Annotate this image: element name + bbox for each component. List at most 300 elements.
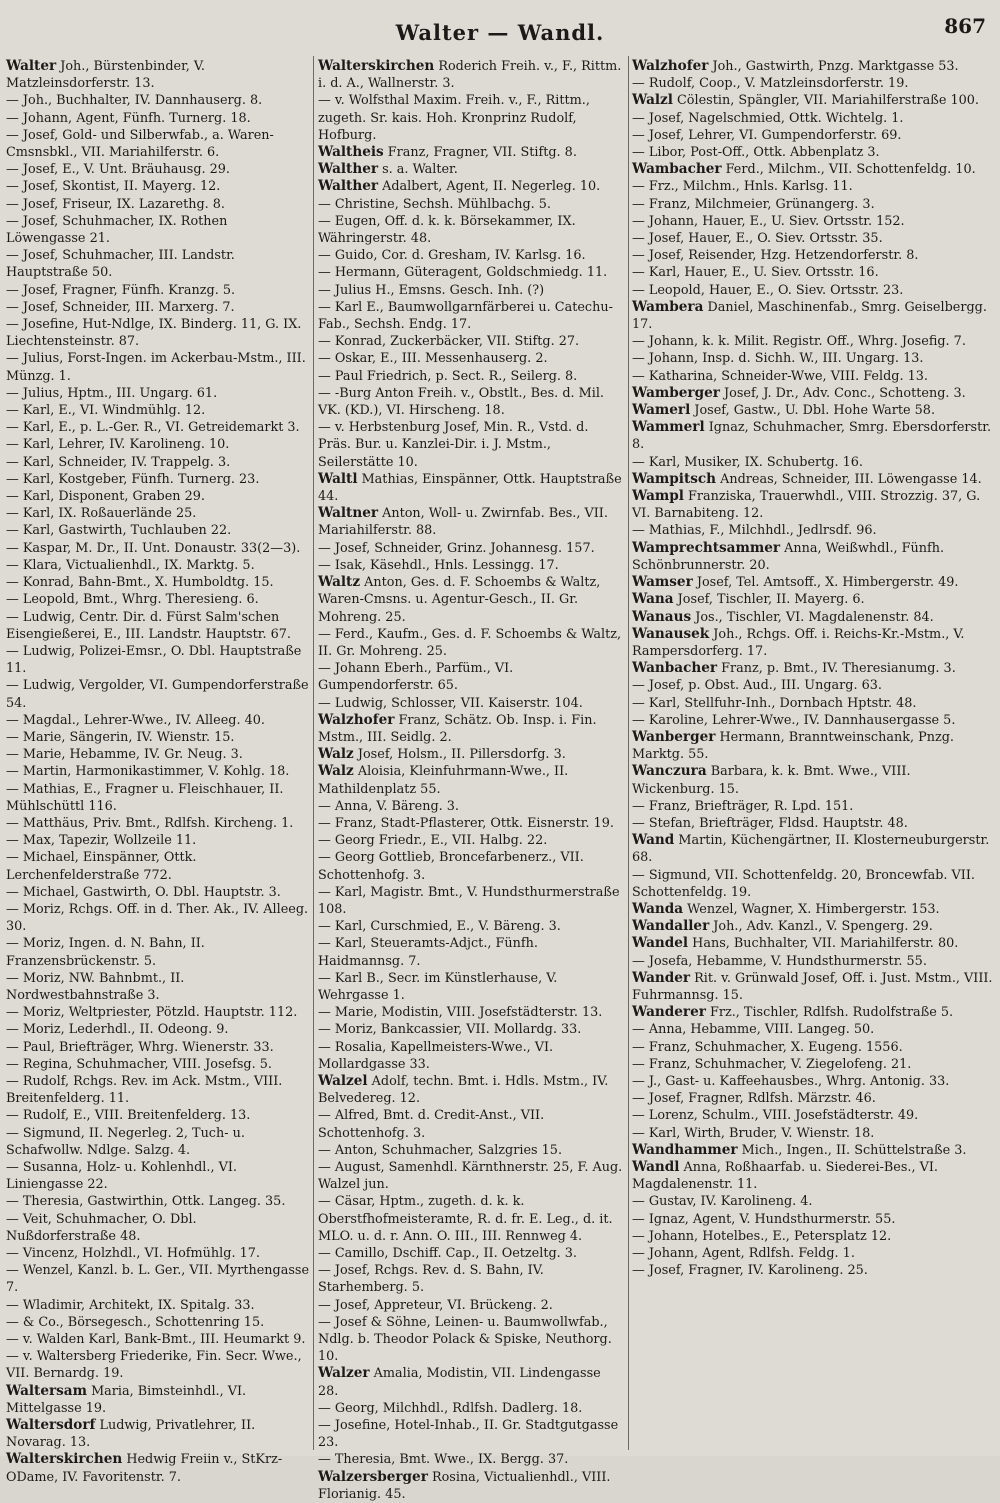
entry-text: — Johann, Hauer, E., U. Siev. Ortsstr. 152. [632, 213, 905, 229]
entry-text: — August, Samenhdl. Kärnthnerstr. 25, F. Aug. Walzel jun. [318, 1160, 623, 1193]
entry-text: Franz, p. Bmt., IV. Theresianumg. 3. [717, 661, 956, 677]
entry-headword: Wampl [632, 488, 684, 505]
entry-text: — Martin, Harmonikastimmer, V. Kohlg. 18. [6, 764, 290, 780]
directory-entry [6, 1245, 310, 1262]
directory-entry [6, 1451, 310, 1485]
entry-headword: Wanaus [632, 608, 692, 625]
directory-entry [632, 867, 994, 901]
entry-text: — Josef, Reisender, Hzg. Hetzendorferstr. 8. [632, 248, 919, 264]
entry-text: — Rudolf, Rchgs. Rev. im Ack. Mstm., VIII. Breitenfelderg. 11. [6, 1073, 283, 1107]
directory-entry [632, 660, 994, 677]
column-divider [628, 56, 629, 1450]
directory-entry [318, 1400, 624, 1417]
entry-text: Anna, Weißwhdl., Fünfh. Schönbrunnerstr. 20. [632, 540, 945, 573]
entry-text: — Camillo, Dschiff. Cap., II. Oetzeltg. 3. [318, 1246, 577, 1262]
directory-entry [632, 264, 994, 281]
entry-text: — Georg, Milchhdl., Rdlfsh. Dadlerg. 18. [318, 1400, 583, 1416]
entry-text: — Julius, Hptm., III. Ungarg. 61. [6, 385, 218, 401]
entry-text: — Michael, Gastwirth, O. Dbl. Hauptstr. 3. [6, 884, 281, 900]
entry-text: Martin, Küchengärtner, II. Klosterneuburgerstr. 68. [632, 833, 990, 866]
directory-entry [6, 282, 310, 299]
entry-headword: Wambera [632, 298, 704, 315]
directory-entry [318, 213, 624, 247]
entry-text: Hermann, Branntweinschank, Pnzg. Marktg. 55. [632, 729, 954, 763]
directory-entry [632, 677, 994, 694]
entry-headword: Walz [318, 746, 354, 763]
directory-entry [6, 557, 310, 574]
entry-headword: Wander [632, 969, 691, 986]
entry-headword: Waltl [318, 470, 358, 487]
directory-entry [6, 419, 310, 436]
entry-text: — Josef, Hauer, E., O. Siev. Ortsstr. 35. [632, 231, 883, 247]
entry-text: — Karl, IX. Roßauerlände 25. [6, 506, 197, 522]
directory-entry [6, 1107, 310, 1124]
directory-entry [632, 1021, 994, 1038]
directory-entry [6, 609, 310, 643]
entry-headword: Waltner [318, 505, 379, 522]
entry-text: — Leopold, Hauer, E., O. Siev. Ortsstr. 23. [632, 282, 904, 298]
entry-text: Rit. v. Grünwald Josef, Off. i. Just. Mstm., VIII. Fuhrmannsg. 15. [632, 970, 993, 1003]
entry-text: — Christine, Sechsh. Mühlbachg. 5. [318, 196, 551, 212]
directory-entry [632, 1159, 994, 1193]
directory-entry [318, 92, 624, 144]
entry-text: Joh., Gastwirth, Pnzg. Marktgasse 53. [708, 59, 959, 74]
entry-text: — Josef, Schuhmacher, III. Landstr. Hauptstraße 50. [6, 248, 235, 281]
directory-entry [318, 299, 624, 333]
directory-entry [632, 574, 994, 591]
directory-entry [6, 196, 310, 213]
entry-headword: Wana [632, 591, 674, 608]
entry-text: — Karl, Disponent, Graben 29. [6, 489, 205, 505]
directory-entry [6, 712, 310, 729]
directory-entry [6, 746, 310, 763]
entry-text: — Josef, Fragner, Rdlfsh. Märzstr. 46. [632, 1091, 876, 1107]
entry-headword: Wandel [632, 935, 689, 952]
entry-text: — Franz, Stadt-Pflasterer, Ottk. Eisnerstr. 19. [318, 815, 614, 831]
entry-text: — Oskar, E., III. Messenhauserg. 2. [318, 351, 548, 367]
directory-entry [632, 1193, 994, 1210]
directory-entry [632, 1262, 994, 1279]
directory-entry [6, 161, 310, 178]
directory-entry [6, 1262, 310, 1296]
entry-headword: Walzhofer [632, 58, 709, 74]
directory-entry [6, 454, 310, 471]
entry-text: — Moriz, Bankcassier, VII. Mollardg. 33. [318, 1022, 582, 1038]
entry-text: — Magdal., Lehrer-Wwe., IV. Alleeg. 40. [6, 712, 265, 728]
entry-headword: Walzel [318, 1072, 368, 1089]
directory-entry [6, 1056, 310, 1073]
directory-entry [318, 471, 624, 505]
directory-entry [6, 1297, 310, 1314]
directory-entry [6, 574, 310, 591]
entry-text: Hans, Buchhalter, VII. Mariahilferstr. 80. [688, 936, 959, 952]
entry-text: — Josef, p. Obst. Aud., III. Ungarg. 63. [632, 678, 882, 694]
entry-text: — Josef, Appreteur, VI. Brückeng. 2. [318, 1297, 553, 1313]
directory-entry [318, 849, 624, 883]
entry-text: — Johann Eberh., Parfüm., VI. Gumpendorferstr. 65. [318, 661, 514, 694]
entry-text: Franz, Fragner, VII. Stiftg. 8. [383, 145, 577, 161]
directory-entry [632, 522, 994, 539]
entry-headword: Walterskirchen [6, 1451, 123, 1468]
directory-entry [318, 1365, 624, 1399]
page-number: 867 [944, 14, 986, 38]
entry-text: — Vincenz, Holzhdl., VI. Hofmühlg. 17. [6, 1246, 260, 1262]
directory-entry [632, 1004, 994, 1021]
entry-text: — Josef, Nagelschmied, Ottk. Wichtelg. 1. [632, 110, 904, 126]
directory-entry [6, 832, 310, 849]
entry-text: Ignaz, Schuhmacher, Smrg. Ebersdorferstr. 8. [632, 420, 992, 453]
entry-text: Wenzel, Wagner, X. Himbergerstr. 153. [683, 901, 940, 917]
entry-text: Ferd., Milchm., VII. Schottenfeldg. 10. [721, 162, 976, 178]
entry-text: — Klara, Victualienhdl., IX. Marktg. 5. [6, 557, 255, 573]
directory-entry [632, 935, 994, 952]
entry-text: Josef, Gastw., U. Dbl. Hohe Warte 58. [690, 403, 936, 419]
entry-text: — Johann, Agent, Fünfh. Turnerg. 18. [6, 110, 251, 126]
entry-text: Barbara, k. k. Bmt. Wwe., VIII. Wickenburg. 15. [632, 764, 911, 797]
entry-text: — Josef, Rchgs. Rev. d. S. Bahn, IV. Starhemberg. 5. [318, 1263, 544, 1296]
directory-entry [6, 316, 310, 350]
column-2 [318, 58, 624, 1502]
entry-text: — Ludwig, Schlosser, VII. Kaiserstr. 104. [318, 695, 583, 711]
entry-text: Anton, Woll- u. Zwirnfab. Bes., VII. Mariahilferstr. 88. [318, 506, 608, 539]
directory-entry [6, 781, 310, 815]
directory-entry [632, 763, 994, 797]
entry-headword: Walzer [318, 1365, 370, 1382]
entry-text: — Libor, Post-Off., Ottk. Abbenplatz 3. [632, 145, 880, 161]
column-3 [632, 58, 994, 1450]
entry-text: — Karl E., Baumwollgarnfärberei u. Catechu-Fab., Sechsh. Endg. 17. [318, 299, 613, 333]
entry-text: Ludwig, Privatlehrer, II. Novarag. 13. [6, 1418, 256, 1451]
directory-entry [6, 178, 310, 195]
directory-entry [318, 970, 624, 1004]
entry-text: — Rudolf, E., VIII. Breitenfelderg. 13. [6, 1108, 251, 1124]
directory-entry [632, 712, 994, 729]
entry-headword: Wand [632, 832, 675, 849]
directory-entry [6, 1073, 310, 1107]
entry-headword: Waltersam [6, 1382, 87, 1399]
entry-text: — Alfred, Bmt. d. Credit-Anst., VII. Schottenhofg. 3. [318, 1108, 545, 1141]
entry-text: — Sigmund, II. Negerleg. 2, Tuch- u. Schafwollw. Ndlge. Salzg. 4. [6, 1125, 245, 1158]
directory-entry [6, 729, 310, 746]
entry-text: Josef, J. Dr., Adv. Conc., Schotteng. 3. [719, 385, 966, 401]
entry-text: — Moriz, Lederhdl., II. Odeong. 9. [6, 1022, 229, 1038]
entry-text: — Gustav, IV. Karolineng. 4. [632, 1194, 813, 1210]
entry-text: Maria, Bimsteinhdl., VI. Mittelgasse 19. [6, 1383, 247, 1416]
directory-entry [318, 746, 624, 763]
entry-headword: Wanczura [632, 763, 707, 780]
directory-entry [318, 1314, 624, 1366]
directory-entry [6, 213, 310, 247]
directory-entry [632, 609, 994, 626]
directory-entry [318, 1262, 624, 1296]
directory-entry [6, 92, 310, 109]
entry-text: s. a. Walter. [378, 162, 458, 178]
entry-text: — Leopold, Bmt., Whrg. Theresieng. 6. [6, 592, 259, 608]
directory-entry [6, 1331, 310, 1348]
entry-text: — Josef & Söhne, Leinen- u. Baumwollwfab., Ndlg. b. Theodor Polack & Spiske, Neuthorg. 10. [318, 1314, 612, 1365]
directory-entry [632, 75, 994, 92]
entry-text: — Karl, E., VI. Windmühlg. 12. [6, 403, 206, 419]
entry-text: — Julius, Forst-Ingen. im Ackerbau-Mstm., III. Münzg. 1. [6, 351, 306, 384]
directory-entry [6, 1417, 310, 1451]
entry-text: — Julius H., Emsns. Gesch. Inh. (?) [318, 282, 545, 298]
entry-text: Adalbert, Agent, II. Negerleg. 10. [378, 179, 601, 195]
directory-entry [318, 798, 624, 815]
directory-entry [318, 626, 624, 660]
entry-text: — Ludwig, Vergolder, VI. Gumpendorferstraße 54. [6, 678, 309, 711]
directory-entry [6, 935, 310, 969]
entry-text: Joh., Adv. Kanzl., V. Spengerg. 29. [709, 919, 933, 935]
entry-headword: Wamprechtsammer [632, 539, 781, 556]
directory-entry [632, 247, 994, 264]
directory-entry [318, 1107, 624, 1141]
page-title: Walter — Wandl. [395, 20, 605, 45]
directory-entry [318, 144, 624, 161]
directory-entry [632, 798, 994, 815]
entry-headword: Waltersdorf [6, 1417, 96, 1434]
directory-entry [318, 660, 624, 694]
directory-entry [6, 849, 310, 883]
entry-text: — & Co., Börsegesch., Schottenring 15. [6, 1314, 265, 1330]
directory-entry [318, 557, 624, 574]
entry-headword: Wandhammer [632, 1141, 738, 1158]
entry-text: — Michael, Einspänner, Ottk. Lerchenfelderstraße 772. [6, 850, 197, 883]
entry-text: — Karl, E., p. L.-Ger. R., VI. Getreidemarkt 3. [6, 420, 300, 436]
directory-entry [318, 264, 624, 281]
directory-entry [6, 901, 310, 935]
entry-text: — Marie, Sängerin, IV. Wienstr. 15. [6, 729, 235, 745]
entry-text: — Josef, Fragner, IV. Karolineng. 25. [632, 1263, 868, 1279]
directory-entry [6, 1004, 310, 1021]
entry-text: — Johann, Hotelbes., E., Petersplatz 12. [632, 1228, 892, 1244]
directory-entry [632, 970, 994, 1004]
entry-headword: Wanbacher [632, 660, 718, 677]
directory-entry [632, 213, 994, 230]
directory-entry [632, 729, 994, 763]
directory-entry [632, 1073, 994, 1090]
directory-entry [6, 540, 310, 557]
directory-entry [318, 1039, 624, 1073]
directory-entry [318, 918, 624, 935]
directory-entry [318, 1159, 624, 1193]
directory-entry [318, 505, 624, 539]
directory-entry [6, 1021, 310, 1038]
entry-text: — Hermann, Güteragent, Goldschmiedg. 11. [318, 265, 608, 281]
entry-text: — Josef, Lehrer, VI. Gumpendorferstr. 69. [632, 127, 902, 143]
entry-text: — Ludwig, Centr. Dir. d. Fürst Salm'schen Eisengießerei, E., III. Landstr. Hauptstr. 67. [6, 609, 291, 642]
entry-text: — Josefine, Hut-Ndlge, IX. Binderg. 11, G. IX. Liechtensteinstr. 87. [6, 317, 302, 350]
directory-entry [632, 1125, 994, 1142]
directory-entry [318, 1451, 624, 1468]
directory-entry [6, 1348, 310, 1382]
entry-text: — Rudolf, Coop., V. Matzleinsdorferstr. 19. [632, 76, 909, 92]
entry-text: Cölestin, Spängler, VII. Mariahilferstraße 100. [672, 93, 979, 109]
entry-text: — Josefa, Hebamme, V. Hundsthurmerstr. 55. [632, 953, 927, 969]
entry-text: — Eugen, Off. d. k. k. Börsekammer, IX. Währingerstr. 48. [318, 213, 576, 247]
directory-entry [318, 350, 624, 367]
directory-entry [6, 471, 310, 488]
entry-text: — Moriz, Ingen. d. N. Bahn, II. Franzensbrückenstr. 5. [6, 936, 205, 969]
entry-headword: Walterskirchen [318, 58, 435, 74]
entry-text: Hedwig Freiin v., StKrz-ODame, IV. Favoritenstr. 7. [6, 1452, 283, 1485]
directory-entry [632, 1211, 994, 1228]
entry-text: — Anna, Hebamme, VIII. Langeg. 50. [632, 1022, 875, 1038]
entry-headword: Wanderer [632, 1004, 706, 1021]
directory-entry [6, 1159, 310, 1193]
directory-entry [632, 918, 994, 935]
entry-text: — Josef, Gold- und Silberwfab., a. Waren-Cmsnsbkl., VII. Mariahilferstr. 6. [6, 127, 274, 161]
directory-entry [632, 127, 994, 144]
entry-text: Franziska, Trauerwhdl., VIII. Strozzig. 37, G. VI. Barnabiteng. 12. [632, 489, 981, 522]
directory-entry [632, 1228, 994, 1245]
directory-entry [632, 1245, 994, 1262]
directory-entry [6, 402, 310, 419]
directory-entry [318, 385, 624, 419]
column-1 [6, 58, 310, 1485]
directory-entry [632, 385, 994, 402]
directory-entry [6, 299, 310, 316]
entry-text: — Veit, Schuhmacher, O. Dbl. Nußdorferstraße 48. [6, 1211, 197, 1244]
directory-entry [632, 695, 994, 712]
directory-entry [632, 92, 994, 109]
directory-entry [6, 522, 310, 539]
directory-entry [632, 901, 994, 918]
directory-entry [318, 419, 624, 471]
entry-text: — Josef, Schuhmacher, IX. Rothen Löwengasse 21. [6, 213, 228, 247]
entry-text: — Wenzel, Kanzl. b. L. Ger., VII. Myrthengasse 7. [6, 1263, 310, 1296]
entry-text: — Moriz, Weltpriester, Pötzld. Hauptstr. 112. [6, 1005, 298, 1021]
entry-text: — Ludwig, Polizei-Emsr., O. Dbl. Hauptstraße 11. [6, 643, 302, 677]
directory-entry [318, 884, 624, 918]
entry-text: — Johann, k. k. Milit. Registr. Off., Whrg. Josefig. 7. [632, 334, 966, 350]
directory-entry [632, 488, 994, 522]
directory-entry [632, 626, 994, 660]
directory-entry [632, 591, 994, 608]
entry-text: — Anton, Schuhmacher, Salzgries 15. [318, 1142, 563, 1158]
directory-entry [6, 505, 310, 522]
directory-entry [6, 643, 310, 677]
entry-text: — Karl, Lehrer, IV. Karolineng. 10. [6, 437, 230, 453]
entry-text: — Lorenz, Schulm., VIII. Josefstädterstr. 49. [632, 1108, 919, 1124]
entry-text: — Karl, Stellfuhr-Inh., Dornbach Hptstr. 48. [632, 695, 917, 711]
entry-text: — Regina, Schuhmacher, VIII. Josefsg. 5. [6, 1056, 272, 1072]
directory-entry [6, 1211, 310, 1245]
directory-entry [318, 1417, 624, 1451]
entry-text: Franz, Schätz. Ob. Insp. i. Fin. Mstm., III. Seidlg. 2. [318, 712, 597, 745]
directory-entry [632, 953, 994, 970]
entry-headword: Wambacher [632, 161, 722, 178]
entry-text: — Konrad, Zuckerbäcker, VII. Stiftg. 27. [318, 334, 580, 350]
entry-text: — Max, Tapezir, Wollzeile 11. [6, 833, 197, 849]
entry-text: — Franz, Briefträger, R. Lpd. 151. [632, 798, 854, 814]
directory-entry [6, 591, 310, 608]
directory-entry [318, 1142, 624, 1159]
column-divider [313, 56, 314, 1450]
entry-headword: Walz [318, 763, 354, 780]
entry-headword: Walzhofer [318, 711, 395, 728]
directory-entry [318, 282, 624, 299]
entry-headword: Wampitsch [632, 470, 717, 487]
entry-text: — Karl, Hauer, E., U. Siev. Ortsstr. 16. [632, 265, 879, 281]
entry-text: — Moriz, NW. Bahnbmt., II. Nordwestbahnstraße 3. [6, 970, 185, 1003]
entry-headword: Walther [318, 178, 379, 195]
directory-entry [318, 935, 624, 969]
entry-text: — Franz, Schuhmacher, V. Ziegelofeng. 21. [632, 1056, 912, 1072]
entry-text: — v. Herbstenburg Josef, Min. R., Vstd. d. Präs. Bur. u. Kanzlei-Dir. i. J. Mstm., Seilerstätte 10. [318, 420, 589, 470]
directory-entry [632, 299, 994, 333]
entry-text: — Josef, E., V. Unt. Bräuhausg. 29. [6, 162, 230, 178]
entry-text: Amalia, Modistin, VII. Lindengasse 28. [318, 1366, 601, 1399]
directory-entry [6, 884, 310, 901]
directory-entry [6, 970, 310, 1004]
entry-text: Joh., Bürstenbinder, V. Matzleinsdorferstr. 13. [6, 59, 206, 92]
directory-entry [318, 1004, 624, 1021]
entry-text: — Frz., Milchm., Hnls. Karlsg. 11. [632, 179, 853, 195]
entry-text: — Josef, Skontist, II. Mayerg. 12. [6, 179, 221, 195]
entry-text: Daniel, Maschinenfab., Smrg. Geiselbergg. 17. [632, 299, 987, 333]
entry-text: — Sigmund, VII. Schottenfeldg. 20, Broncewfab. VII. Schottenfeldg. 19. [632, 867, 975, 900]
directory-entry [632, 454, 994, 471]
directory-entry [318, 695, 624, 712]
directory-entry [318, 1193, 624, 1245]
directory-entry [632, 832, 994, 866]
directory-entry [318, 1245, 624, 1262]
entry-text: — Josefine, Hotel-Inhab., II. Gr. Stadtgutgasse 23. [318, 1418, 619, 1451]
entry-text: — Wladimir, Architekt, IX. Spitalg. 33. [6, 1297, 255, 1313]
entry-text: Andreas, Schneider, III. Löwengasse 14. [716, 471, 982, 487]
page-header [0, 14, 1000, 52]
entry-text: — v. Wolfsthal Maxim. Freih. v., F., Rittm., zugeth. Sr. kais. Hoh. Kronprinz Rudolf, Hofburg. [318, 93, 590, 143]
directory-entry [318, 763, 624, 797]
directory-entry [632, 1090, 994, 1107]
entry-text: Aloisia, Kleinfuhrmann-Wwe., II. Mathildenplatz 55. [318, 764, 569, 797]
directory-entry [6, 385, 310, 402]
entry-headword: Waltheis [318, 144, 384, 161]
entry-text: — Franz, Milchmeier, Grünangerg. 3. [632, 196, 875, 212]
entry-headword: Waltz [318, 574, 361, 591]
directory-entry [632, 402, 994, 419]
entry-headword: Walzersberger [318, 1468, 428, 1485]
directory-entry [6, 127, 310, 161]
entry-text: — Johann, Insp. d. Sichh. W., III. Ungarg. 13. [632, 351, 924, 367]
entry-text: — Konrad, Bahn-Bmt., X. Humboldtg. 15. [6, 575, 274, 591]
entry-text: — Theresia, Bmt. Wwe., IX. Bergg. 37. [318, 1452, 569, 1468]
entry-text: — v. Walden Karl, Bank-Bmt., III. Heumarkt 9. [6, 1332, 306, 1348]
directory-entry [318, 1469, 624, 1503]
directory-entry [632, 333, 994, 350]
directory-entry [632, 540, 994, 574]
entry-headword: Wamberger [632, 384, 720, 401]
directory-entry [318, 247, 624, 264]
entry-text: Anna, Roßhaarfab. u. Siederei-Bes., VI. Magdalenenstr. 11. [632, 1160, 939, 1193]
entry-text: — Stefan, Briefträger, Fldsd. Hauptstr. 48. [632, 815, 908, 831]
entry-headword: Wanda [632, 900, 684, 917]
directory-entry [632, 1039, 994, 1056]
entry-text: — Matthäus, Priv. Bmt., Rdlfsh. Kircheng. 1. [6, 815, 294, 831]
entry-headword: Walzl [632, 92, 673, 109]
entry-text: — Moriz, Rchgs. Off. in d. Ther. Ak., IV. Alleeg. 30. [6, 901, 309, 935]
directory-entry [632, 110, 994, 127]
directory-entry [318, 196, 624, 213]
directory-entry [318, 161, 624, 178]
directory-entry [632, 230, 994, 247]
entry-text: Adolf, techn. Bmt. i. Hdls. Mstm., IV. Belvedereg. 12. [318, 1073, 609, 1107]
entry-headword: Wanberger [632, 728, 716, 745]
directory-entry [6, 1039, 310, 1056]
entry-text: — Marie, Hebamme, IV. Gr. Neug. 3. [6, 747, 243, 763]
directory-entry [632, 196, 994, 213]
entry-text: Josef, Holsm., II. Pillersdorfg. 3. [353, 747, 566, 763]
